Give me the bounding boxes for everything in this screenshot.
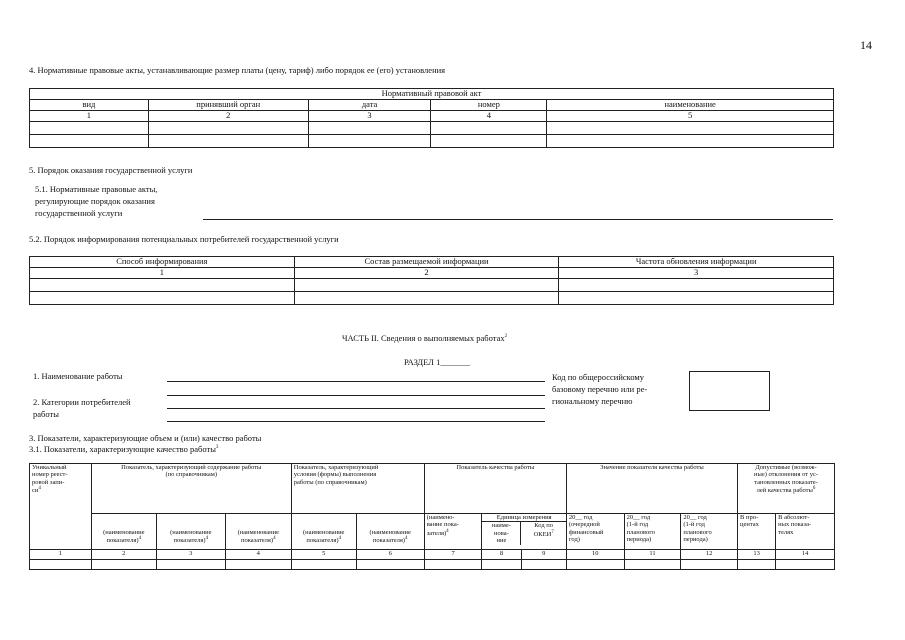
consumers-line-2: [167, 421, 545, 422]
group-content: Показатель, характеризующий содержание работы (по справочникам): [91, 464, 291, 514]
part2-title: ЧАСТЬ II. Сведения о выполняемых работах$^2$: [342, 333, 508, 343]
page-number: 14: [860, 38, 872, 52]
col-num: 1: [30, 550, 92, 560]
col-num-2: 2: [148, 111, 308, 122]
table-row: [30, 560, 835, 570]
col-num: 3: [156, 550, 225, 560]
work-name-line: [167, 381, 545, 382]
field-work-name: 1. Наименование работы: [33, 371, 123, 381]
section5-2-heading: 5.2. Порядок информирования потенциальных потребителей государственной услуги: [29, 234, 339, 244]
consumers-line: [167, 408, 545, 409]
quality-table: [29, 463, 835, 570]
unit-name: наиме- нова- ние: [482, 522, 521, 544]
deviation-absolute: В абсолют- ных показа- телях: [776, 514, 835, 550]
col-name: наименование: [547, 100, 834, 111]
code-box[interactable]: [689, 371, 770, 411]
col-num-1: 1: [30, 111, 149, 122]
col-num: 7: [424, 550, 482, 560]
section5-1-fill-line: [203, 219, 833, 220]
table-row: [30, 292, 834, 305]
col-num: 2: [91, 550, 156, 560]
col-num-3: 3: [308, 111, 431, 122]
value-year-2: 20__ год (1-й год планового периода): [624, 514, 681, 550]
number-row: [30, 550, 835, 560]
content-indicator-1: (наименование показателя)$^4$: [91, 514, 156, 550]
code-label-2: базовому перечню или ре-: [552, 384, 648, 394]
legal-acts-title: Нормативный правовой акт: [30, 89, 834, 100]
content-indicator-2: (наименование показателя)$^4$: [156, 514, 225, 550]
deviation-percent: В про- центах: [738, 514, 776, 550]
col-num-4: 4: [431, 111, 547, 122]
col-type: вид: [30, 100, 149, 111]
col-num: 4: [225, 550, 291, 560]
section5-1-line3: государственной услуги: [35, 208, 123, 218]
col-num: 6: [356, 550, 424, 560]
col-num-1: 1: [30, 268, 295, 279]
col-authority: принявший орган: [148, 100, 308, 111]
work-name-line-2: [167, 395, 545, 396]
unit-code: Код по ОКЕИ$^7$: [533, 522, 554, 539]
col-num: 8: [482, 550, 521, 560]
condition-indicator-1: (наименование показателя)$^4$: [291, 514, 356, 550]
section5-heading: 5. Порядок оказания государственной услуги: [29, 165, 193, 175]
value-year-3: 20__ год (1-й год планового периода): [681, 514, 738, 550]
col-num-2: 2: [294, 268, 559, 279]
col-num: 14: [776, 550, 835, 560]
col-num-3: 3: [559, 268, 834, 279]
group-conditions: Показатель, характеризующий условия (формы) выполнения работы (по справочникам): [291, 464, 424, 514]
code-label-3: гиональному перечню: [552, 396, 633, 406]
table-row: [30, 135, 834, 148]
code-label-1: Код по общероссийскому: [552, 372, 645, 382]
col-num: 9: [521, 550, 566, 560]
information-table: [29, 256, 834, 305]
group-quality: Показатель качества работы: [424, 464, 566, 514]
col-num: 11: [624, 550, 681, 560]
section5-1-line1: 5.1. Нормативные правовые акты,: [35, 184, 158, 194]
content-indicator-3: (наименование показателя)$^4$: [225, 514, 291, 550]
col-frequency: Частота обновления информации: [559, 257, 834, 268]
col-num: 5: [291, 550, 356, 560]
section5-1-line2: регулирующие порядок оказания: [35, 196, 155, 206]
section3-heading: 3. Показатели, характеризующие объем и (или) качество работы: [29, 433, 262, 443]
value-year-1: 20__ год (очередной финансовый год): [566, 514, 624, 550]
table-row: [30, 279, 834, 292]
unit-group: Единица измерения наиме- нова- ние Код по ОКЕИ$^7$: [482, 514, 567, 550]
quality-indicator-name: (наимено- вание пока- зателя)$^4$: [424, 514, 482, 550]
col-date: дата: [308, 100, 431, 111]
condition-indicator-2: (наименование показателя)$^4$: [356, 514, 424, 550]
col-method: Способ информирования: [30, 257, 295, 268]
col-num: 12: [681, 550, 738, 560]
group-deviation: Допустимые (возмож- ные) отклонения от ус- тановленных показате- лей качества работы$^6$: [738, 464, 835, 514]
col-num-5: 5: [547, 111, 834, 122]
field-consumers-1: 2. Категории потребителей: [33, 397, 131, 407]
table-row: [30, 122, 834, 135]
col-num: 10: [566, 550, 624, 560]
field-consumers-2: работы: [33, 409, 59, 419]
legal-acts-table: [29, 88, 834, 148]
group-values: Значение показателя качества работы: [566, 464, 737, 514]
section3-1-heading: 3.1. Показатели, характеризующие качество работы$^3$: [29, 444, 219, 454]
col-registry-number: Уникальный номер реест- ровой запи- $си^4$: [30, 464, 92, 550]
section-label: РАЗДЕЛ 1_______: [404, 357, 471, 367]
col-content: Состав размещаемой информации: [294, 257, 559, 268]
section4-heading: 4. Нормативные правовые акты, устанавливающие размер платы (цену, тариф) либо порядок ее (его) установления: [29, 65, 446, 75]
col-num: 13: [738, 550, 776, 560]
col-number: номер: [431, 100, 547, 111]
